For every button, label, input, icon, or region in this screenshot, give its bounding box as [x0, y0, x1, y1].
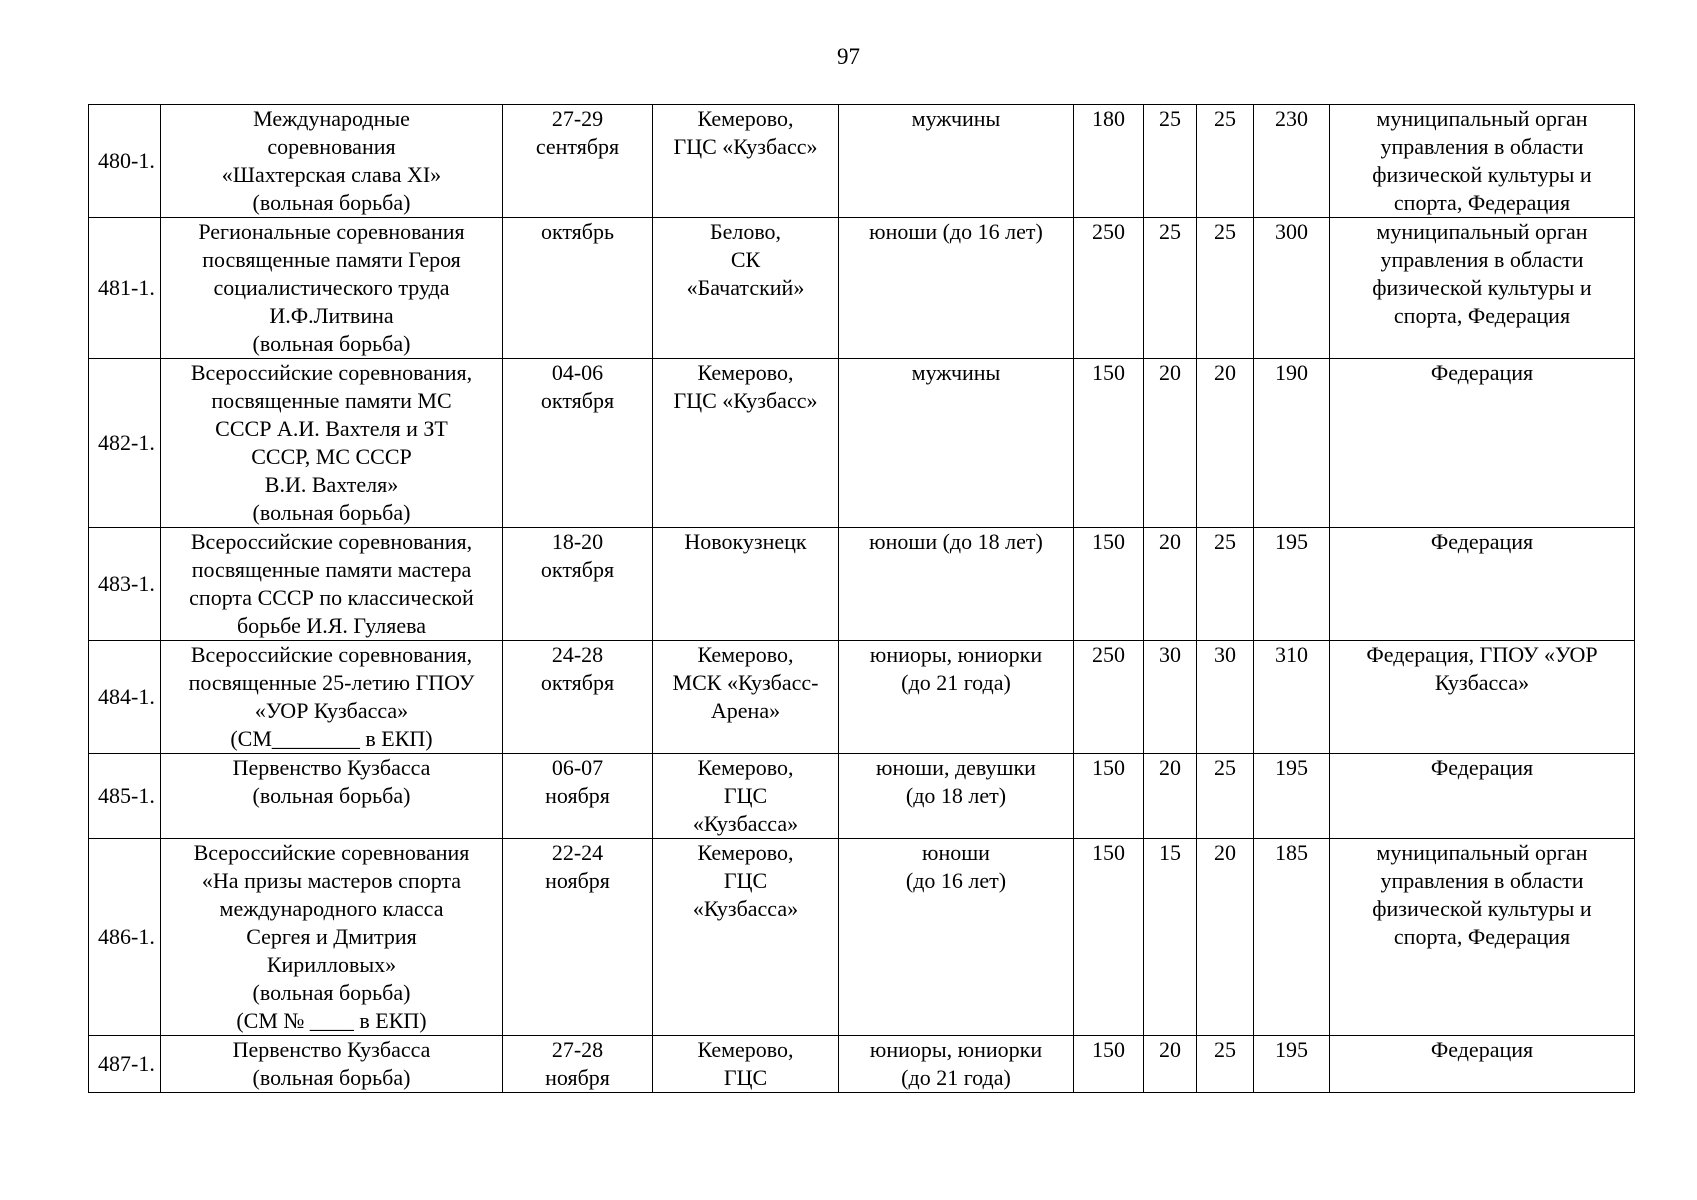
event-organizer-cell — [1330, 528, 1635, 641]
event-name-line: «Шахтерская слава XI» — [221, 162, 442, 187]
event-dates-cell — [503, 528, 653, 641]
event-participants-cell — [839, 641, 1074, 754]
event-participants-line: (до 21 года) — [901, 1065, 1011, 1090]
event-organizer-line: муниципальный орган — [1376, 840, 1588, 865]
events-table-body — [89, 105, 1635, 1093]
event-participants-line: мужчины — [911, 360, 1001, 385]
event-name-line: Первенство Кузбасса — [232, 1037, 431, 1062]
event-place-line: ГЦС «Кузбасс» — [673, 134, 818, 159]
event-name-line: (вольная борьба) — [252, 331, 411, 356]
count-cell-3: 20 — [1197, 359, 1254, 528]
event-name-line: посвященные памяти мастера — [191, 557, 472, 582]
event-place-cell — [653, 754, 839, 839]
event-organizer-line: управления в области — [1380, 134, 1584, 159]
event-dates-line: 18-20 — [551, 529, 604, 554]
count-cell-1: 250 — [1074, 218, 1144, 359]
event-organizer-line: Федерация, ГПОУ «УОР — [1366, 642, 1598, 667]
event-place-cell — [653, 359, 839, 528]
event-organizer-cell — [1330, 359, 1635, 528]
count-cell-1: 150 — [1074, 528, 1144, 641]
event-organizer-cell — [1330, 754, 1635, 839]
count-cell-1: 250 — [1074, 641, 1144, 754]
event-organizer-cell — [1330, 839, 1635, 1036]
event-name-line: И.Ф.Литвина — [269, 303, 394, 328]
event-name-line: (вольная борьба) — [252, 1065, 411, 1090]
event-place-line: Кемерово, — [697, 840, 794, 865]
event-organizer-line: физической культуры и — [1372, 896, 1592, 921]
count-cell-2: 25 — [1144, 105, 1197, 218]
event-name-line: борьбе И.Я. Гуляева — [236, 613, 427, 638]
event-place-cell — [653, 528, 839, 641]
event-name-cell — [161, 105, 503, 218]
event-participants-line: (до 21 года) — [901, 670, 1011, 695]
event-organizer-line: Федерация — [1430, 529, 1534, 554]
event-place-line: Кемерово, — [697, 106, 794, 131]
event-name-line: «На призы мастеров спорта — [201, 868, 462, 893]
event-participants-line: юноши (до 16 лет) — [869, 219, 1043, 244]
event-dates-line: октябрь — [540, 219, 615, 244]
event-place-line: «Кузбасса» — [692, 896, 799, 921]
event-place-line: ГЦС — [723, 1065, 768, 1090]
event-place-line: МСК «Кузбасс- — [672, 670, 819, 695]
event-name-line: (СМ № ____ в ЕКП) — [236, 1008, 427, 1033]
event-name-line: Кирилловых» — [266, 952, 397, 977]
event-name-line: (вольная борьба) — [252, 500, 411, 525]
event-name-line: посвященные памяти Героя — [202, 247, 461, 272]
event-name-line: международного класса — [219, 896, 444, 921]
count-cell-3: 25 — [1197, 1036, 1254, 1093]
event-place-cell — [653, 641, 839, 754]
event-name-cell — [161, 359, 503, 528]
count-cell-2: 30 — [1144, 641, 1197, 754]
count-cell-3: 25 — [1197, 105, 1254, 218]
event-place-line: Арена» — [710, 698, 781, 723]
table-row — [89, 839, 1635, 1036]
event-name-cell — [161, 1036, 503, 1093]
event-dates-cell — [503, 1036, 653, 1093]
event-organizer-line: управления в области — [1380, 868, 1584, 893]
table-row — [89, 105, 1635, 218]
event-place-line: «Кузбасса» — [692, 811, 799, 836]
event-organizer-line: Федерация — [1430, 360, 1534, 385]
event-dates-line: ноября — [545, 783, 610, 808]
event-place-cell — [653, 218, 839, 359]
event-name-cell — [161, 839, 503, 1036]
event-name-line: Всероссийские соревнования, — [190, 360, 473, 385]
event-name-line: посвященные 25-летию ГПОУ — [188, 670, 475, 695]
event-place-line: СК — [730, 247, 761, 272]
total-count-cell: 230 — [1254, 105, 1330, 218]
event-dates-line: октября — [540, 388, 615, 413]
event-dates-line: 04-06 — [551, 360, 604, 385]
event-number-cell: 484-1. — [89, 641, 161, 754]
total-count-cell: 195 — [1254, 1036, 1330, 1093]
total-count-cell: 195 — [1254, 528, 1330, 641]
event-organizer-line: муниципальный орган — [1376, 106, 1588, 131]
count-cell-2: 25 — [1144, 218, 1197, 359]
count-cell-1: 150 — [1074, 839, 1144, 1036]
count-cell-2: 15 — [1144, 839, 1197, 1036]
total-count-cell: 185 — [1254, 839, 1330, 1036]
event-organizer-line: Федерация — [1430, 1037, 1534, 1062]
total-count-cell: 190 — [1254, 359, 1330, 528]
event-participants-line: мужчины — [911, 106, 1001, 131]
count-cell-3: 25 — [1197, 754, 1254, 839]
page-number: 97 — [837, 44, 860, 69]
table-row — [89, 218, 1635, 359]
event-number-cell: 485-1. — [89, 754, 161, 839]
count-cell-2: 20 — [1144, 528, 1197, 641]
event-name-line: спорта СССР по классической — [189, 585, 474, 610]
event-number-cell: 481-1. — [89, 218, 161, 359]
table-row — [89, 1036, 1635, 1093]
count-cell-3: 20 — [1197, 839, 1254, 1036]
event-number-cell: 487-1. — [89, 1036, 161, 1093]
event-place-line: «Бачатский» — [686, 275, 805, 300]
count-cell-1: 150 — [1074, 754, 1144, 839]
total-count-cell: 195 — [1254, 754, 1330, 839]
event-name-cell — [161, 754, 503, 839]
event-name-line: (вольная борьба) — [252, 980, 411, 1005]
event-name-line: Первенство Кузбасса — [232, 755, 431, 780]
event-name-line: посвященные памяти МС — [211, 388, 452, 413]
event-name-cell — [161, 218, 503, 359]
event-dates-line: ноября — [545, 868, 610, 893]
event-organizer-cell — [1330, 1036, 1635, 1093]
count-cell-2: 20 — [1144, 754, 1197, 839]
event-dates-line: 22-24 — [551, 840, 604, 865]
event-name-line: В.И. Вахтеля» — [264, 472, 399, 497]
event-participants-cell — [839, 839, 1074, 1036]
event-name-line: соревнования — [267, 134, 396, 159]
event-dates-cell — [503, 641, 653, 754]
event-place-cell — [653, 1036, 839, 1093]
event-participants-cell — [839, 218, 1074, 359]
total-count-cell: 300 — [1254, 218, 1330, 359]
event-dates-line: 27-29 — [551, 106, 604, 131]
count-cell-2: 20 — [1144, 1036, 1197, 1093]
event-place-cell — [653, 105, 839, 218]
event-name-line: Всероссийские соревнования — [193, 840, 470, 865]
table-row — [89, 528, 1635, 641]
event-name-line: (СМ________ в ЕКП) — [230, 726, 433, 751]
count-cell-3: 25 — [1197, 218, 1254, 359]
event-organizer-line: спорта, Федерация — [1393, 303, 1571, 328]
event-organizer-line: муниципальный орган — [1376, 219, 1588, 244]
event-organizer-line: спорта, Федерация — [1393, 924, 1571, 949]
count-cell-1: 180 — [1074, 105, 1144, 218]
event-name-line: (вольная борьба) — [252, 190, 411, 215]
event-place-line: Кемерово, — [697, 642, 794, 667]
event-organizer-cell — [1330, 105, 1635, 218]
event-participants-line: (до 16 лет) — [905, 868, 1007, 893]
event-dates-line: 24-28 — [551, 642, 604, 667]
table-row — [89, 641, 1635, 754]
event-name-line: СССР А.И. Вахтеля и ЗТ — [215, 416, 448, 441]
event-name-line: Всероссийские соревнования, — [190, 642, 473, 667]
event-number-cell: 486-1. — [89, 839, 161, 1036]
event-place-line: Белово, — [709, 219, 782, 244]
count-cell-1: 150 — [1074, 1036, 1144, 1093]
event-participants-line: юноши — [922, 840, 990, 865]
event-dates-cell — [503, 839, 653, 1036]
count-cell-3: 25 — [1197, 528, 1254, 641]
event-dates-cell — [503, 105, 653, 218]
event-organizer-line: Кузбасса» — [1434, 670, 1530, 695]
event-number-cell: 483-1. — [89, 528, 161, 641]
event-number-cell: 482-1. — [89, 359, 161, 528]
event-place-cell — [653, 839, 839, 1036]
event-place-line: ГЦС «Кузбасс» — [673, 388, 818, 413]
events-table — [88, 104, 1635, 1093]
event-dates-line: 06-07 — [551, 755, 604, 780]
event-name-line: СССР, МС СССР — [251, 444, 412, 469]
event-place-line: Кемерово, — [697, 1037, 794, 1062]
event-name-line: Всероссийские соревнования, — [190, 529, 473, 554]
event-participants-line: юноши (до 18 лет) — [869, 529, 1043, 554]
event-participants-line: (до 18 лет) — [905, 783, 1007, 808]
event-place-line: ГЦС — [723, 783, 768, 808]
event-participants-line: юниоры, юниорки — [869, 642, 1043, 667]
event-participants-cell — [839, 1036, 1074, 1093]
event-place-line: Кемерово, — [697, 360, 794, 385]
event-name-line: Сергея и Дмитрия — [246, 924, 417, 949]
event-dates-cell — [503, 754, 653, 839]
table-row — [89, 359, 1635, 528]
event-place-line: ГЦС — [723, 868, 768, 893]
event-organizer-cell — [1330, 218, 1635, 359]
event-place-line: Кемерово, — [697, 755, 794, 780]
event-name-line: (вольная борьба) — [252, 783, 411, 808]
event-dates-line: октября — [540, 557, 615, 582]
event-dates-cell — [503, 218, 653, 359]
event-organizer-line: физической культуры и — [1372, 275, 1592, 300]
event-dates-line: 27-28 — [551, 1037, 604, 1062]
event-organizer-line: спорта, Федерация — [1393, 190, 1571, 215]
event-organizer-cell — [1330, 641, 1635, 754]
event-name-line: социалистического труда — [213, 275, 450, 300]
count-cell-1: 150 — [1074, 359, 1144, 528]
total-count-cell: 310 — [1254, 641, 1330, 754]
event-name-line: Региональные соревнования — [198, 219, 465, 244]
event-number-cell: 480-1. — [89, 105, 161, 218]
event-participants-cell — [839, 528, 1074, 641]
count-cell-3: 30 — [1197, 641, 1254, 754]
event-name-line: Международные — [253, 106, 410, 131]
event-participants-cell — [839, 359, 1074, 528]
event-name-cell — [161, 641, 503, 754]
event-dates-line: октября — [540, 670, 615, 695]
count-cell-2: 20 — [1144, 359, 1197, 528]
event-place-line: Новокузнецк — [684, 529, 807, 554]
event-dates-line: ноября — [545, 1065, 610, 1090]
event-participants-cell — [839, 105, 1074, 218]
event-participants-cell — [839, 754, 1074, 839]
event-organizer-line: физической культуры и — [1372, 162, 1592, 187]
event-participants-line: юниоры, юниорки — [869, 1037, 1043, 1062]
table-row — [89, 754, 1635, 839]
event-organizer-line: управления в области — [1380, 247, 1584, 272]
event-dates-cell — [503, 359, 653, 528]
event-name-line: «УОР Кузбасса» — [254, 698, 409, 723]
event-participants-line: юноши, девушки — [876, 755, 1036, 780]
event-dates-line: сентября — [535, 134, 620, 159]
event-name-cell — [161, 528, 503, 641]
event-organizer-line: Федерация — [1430, 755, 1534, 780]
